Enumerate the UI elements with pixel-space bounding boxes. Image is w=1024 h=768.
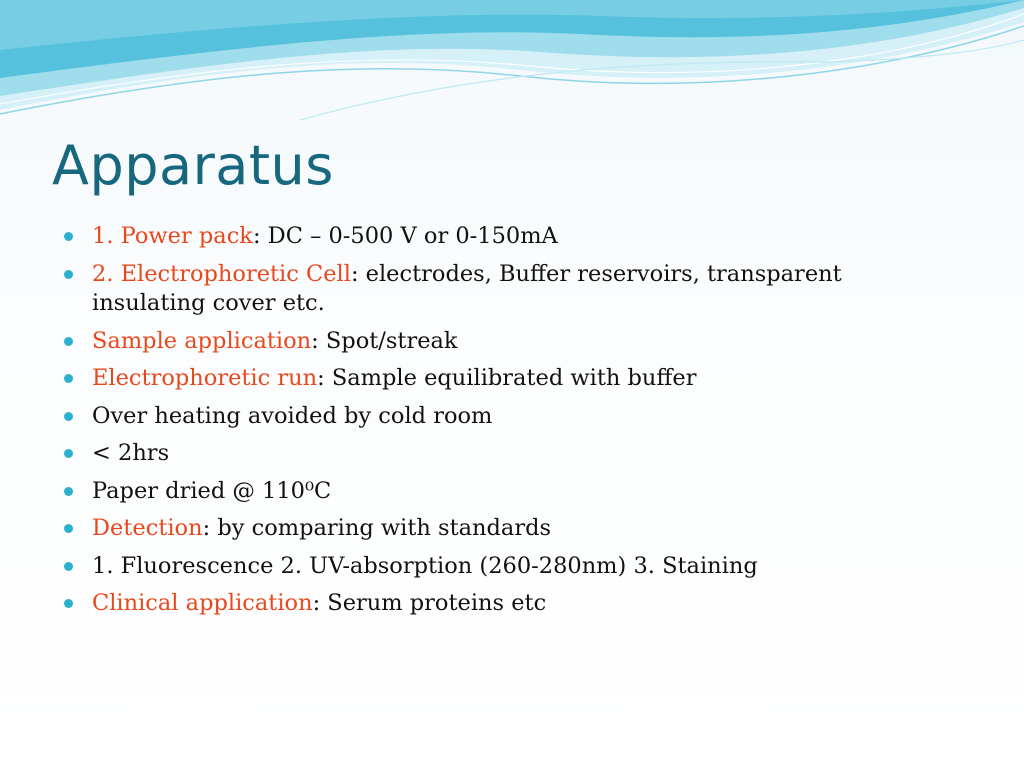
bullet-item-clinical-application bbox=[62, 589, 942, 619]
bullet-item-detection-methods bbox=[62, 552, 942, 582]
bullet-text: : DC – 0-500 V or 0-150mA bbox=[252, 223, 558, 249]
bullet-text: < 2hrs bbox=[92, 440, 170, 466]
bullet-text: Paper dried @ 110⁰C bbox=[92, 477, 332, 504]
bullet-dot-icon bbox=[64, 449, 73, 458]
bullet-item-paper-dried bbox=[62, 477, 942, 507]
bullet-text: : Spot/streak bbox=[311, 327, 458, 354]
bullet-text: : Sample equilibrated with buffer bbox=[317, 365, 697, 391]
bullet-highlight: 2. Electrophoretic Cell bbox=[92, 260, 351, 287]
bullet-item-electrophoretic-run bbox=[62, 364, 942, 394]
header-wave-decoration bbox=[0, 0, 1024, 130]
bullet-highlight: Sample application bbox=[92, 327, 312, 354]
bullet-item-power-pack bbox=[62, 222, 942, 252]
bullet-dot-icon bbox=[64, 374, 73, 383]
bullet-dot-icon bbox=[64, 232, 73, 241]
bullet-highlight: Detection bbox=[92, 515, 203, 541]
bullet-text: Over heating avoided by cold room bbox=[92, 402, 493, 429]
bullet-highlight: Electrophoretic run bbox=[92, 365, 318, 391]
bullet-highlight: 1. Power pack bbox=[92, 223, 253, 249]
bullet-text: : electrodes, Buffer reservoirs, transparent insulating cover etc. bbox=[92, 260, 842, 316]
bullet-text: : Serum proteins etc bbox=[312, 590, 547, 616]
bullet-item-detection bbox=[62, 514, 942, 544]
bullet-list bbox=[62, 222, 942, 627]
bullet-item-sample-application bbox=[62, 327, 942, 357]
bullet-dot-icon bbox=[64, 270, 73, 279]
bullet-item-duration bbox=[62, 439, 942, 469]
bullet-dot-icon bbox=[64, 337, 73, 346]
bullet-dot-icon bbox=[64, 412, 73, 421]
bullet-dot-icon bbox=[64, 599, 73, 608]
bullet-dot-icon bbox=[64, 487, 73, 496]
bullet-dot-icon bbox=[64, 524, 73, 533]
bullet-item-electrophoretic-cell bbox=[62, 260, 942, 319]
bullet-dot-icon bbox=[64, 562, 73, 571]
bullet-item-overheating bbox=[62, 402, 942, 432]
bullet-text: 1. Fluorescence 2. UV-absorption (260-280nm) 3. Staining bbox=[92, 552, 758, 579]
bullet-text: : by comparing with standards bbox=[202, 515, 552, 541]
slide-title: Apparatus bbox=[52, 134, 334, 197]
bullet-highlight: Clinical application bbox=[92, 590, 313, 616]
